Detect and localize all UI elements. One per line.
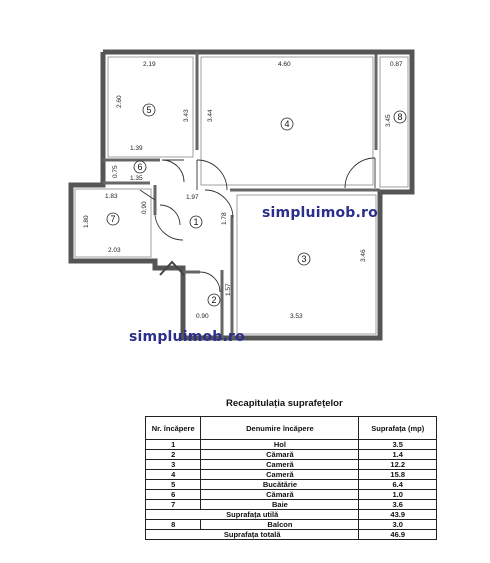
cell-name: Hol [201, 440, 359, 450]
table-row [146, 440, 437, 450]
useful-area-label: Suprafața utilă [146, 510, 359, 520]
total-area-label: Suprafața totală [146, 530, 359, 540]
table-row [146, 500, 437, 510]
cell-nr: 5 [146, 480, 201, 490]
dim-room3-h: 3.46 [360, 249, 367, 262]
dim-room4-height: 3.44 [207, 109, 214, 122]
cell-area: 3.0 [359, 520, 437, 530]
header-nr: Nr. încăpere [146, 417, 201, 440]
cell-area: 3.6 [359, 500, 437, 510]
cell-nr: 1 [146, 440, 201, 450]
table-row [146, 480, 437, 490]
header-name: Denumire încăpere [201, 417, 359, 440]
dim-storage6-w2: 1.35 [130, 175, 143, 182]
cell-name: Bucătărie [201, 480, 359, 490]
cell-nr: 6 [146, 490, 201, 500]
total-area-row [146, 530, 437, 540]
dim-storage6-w1: 1.39 [130, 145, 143, 152]
header-area: Suprafața (mp) [359, 417, 437, 440]
watermark-top: simpluimob.ro [262, 205, 378, 221]
useful-area-value: 43.9 [359, 510, 437, 520]
cell-area: 3.5 [359, 440, 437, 450]
dim-kitchen-height2: 3.43 [183, 109, 190, 122]
cell-name: Baie [201, 500, 359, 510]
dim-bath-h: 1.80 [83, 215, 90, 228]
table-row [146, 460, 437, 470]
room-number-8: 8 [397, 112, 403, 122]
cell-name: Cămară [201, 450, 359, 460]
cell-area: 1.4 [359, 450, 437, 460]
cell-nr: 2 [146, 450, 201, 460]
dim-bath-w1: 1.83 [105, 193, 118, 200]
dim-balcony-height: 3.45 [385, 114, 392, 127]
room-number-7: 7 [110, 214, 116, 224]
cell-name: Balcon [201, 520, 359, 530]
cell-name: Cameră [201, 470, 359, 480]
dim-bath-w2: 2.03 [108, 247, 121, 254]
table-row [146, 450, 437, 460]
cell-nr: 3 [146, 460, 201, 470]
dim-room3-w: 3.53 [290, 313, 303, 320]
dim-kitchen-width: 2.19 [143, 61, 156, 68]
useful-area-row [146, 510, 437, 520]
dim-balcony-width: 0.87 [390, 61, 403, 68]
room-number-5: 5 [146, 105, 152, 115]
dim-storage6-h: 0.75 [112, 165, 119, 178]
room-number-2: 2 [211, 295, 217, 305]
dim-hall-w: 1.97 [186, 194, 199, 201]
watermark-bottom: simpluimob.ro [129, 329, 245, 345]
cell-nr: 4 [146, 470, 201, 480]
dim-room4-width: 4.60 [278, 61, 291, 68]
dim-storage2-w: 0.90 [196, 313, 209, 320]
dim-hall-h: 1.78 [221, 212, 228, 225]
room-number-3: 3 [301, 254, 307, 264]
cell-area: 15.8 [359, 470, 437, 480]
room-number-6: 6 [137, 162, 143, 172]
cell-nr: 8 [146, 520, 201, 530]
dim-storage2-h: 1.57 [225, 283, 232, 296]
cell-nr: 7 [146, 500, 201, 510]
cell-name: Cameră [201, 460, 359, 470]
cell-area: 1.0 [359, 490, 437, 500]
table-header-row [146, 417, 437, 440]
table-row [146, 470, 437, 480]
cell-area: 6.4 [359, 480, 437, 490]
cell-area: 12.2 [359, 460, 437, 470]
table-row [146, 490, 437, 500]
cell-name: Cămară [201, 490, 359, 500]
room-number-4: 4 [284, 119, 290, 129]
dim-bath-door: 0.90 [141, 201, 148, 214]
total-area-value: 46.9 [359, 530, 437, 540]
areas-table [145, 416, 437, 540]
dim-kitchen-height: 2.60 [116, 95, 123, 108]
table-title: Recapitulația suprafețelor [226, 398, 343, 409]
balcony-row [146, 520, 437, 530]
room-number-1: 1 [193, 217, 199, 227]
